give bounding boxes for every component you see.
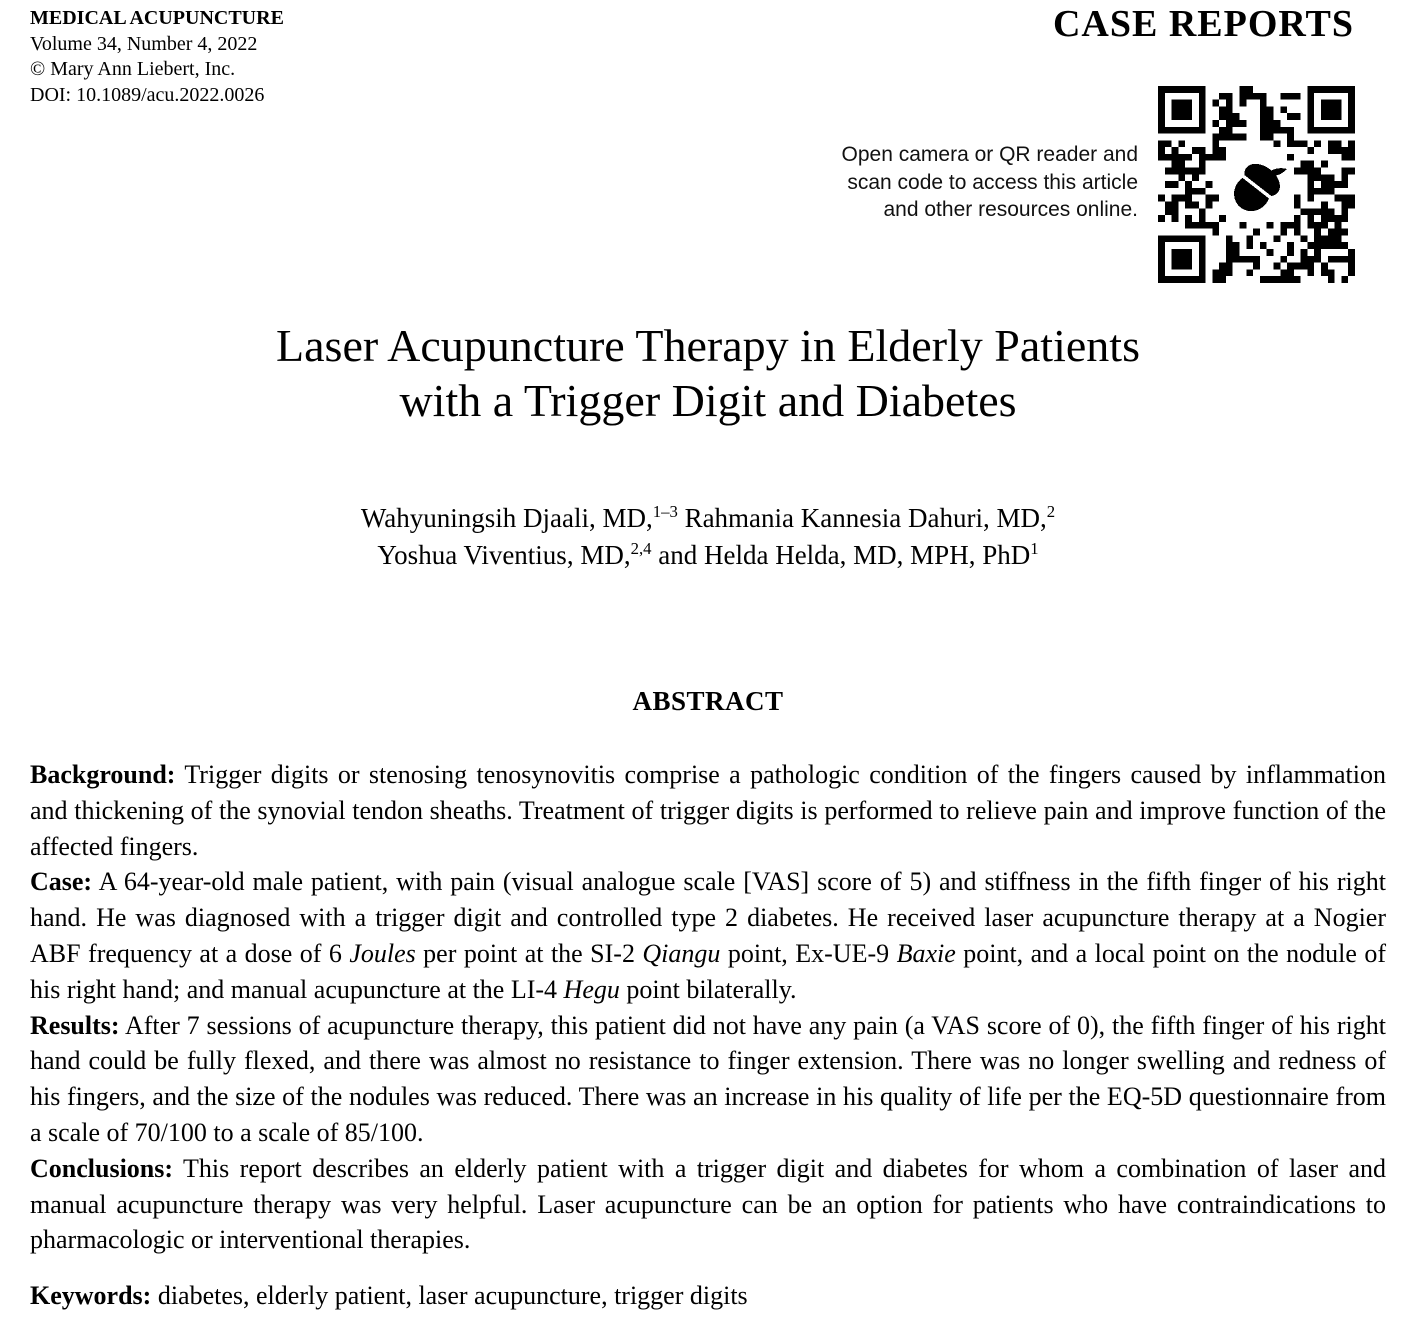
- abstract-body: [30, 757, 1386, 1258]
- author-list: [0, 500, 1416, 574]
- section-banner: CASE REPORTS: [1052, 3, 1354, 45]
- qr-caption-line: and other resources online.: [883, 198, 1138, 221]
- keywords-line: Keywords: diabetes, elderly patient, laser acupuncture, trigger digits: [30, 1281, 748, 1310]
- title-line-1: Laser Acupuncture Therapy in Elderly Patients: [276, 320, 1140, 371]
- authors-line-1: Wahyuningsih Djaali, MD,$^{1-3}$ Rahmania Kannesia Dahuri, MD,$^2$: [360, 502, 1056, 533]
- qr-caption: [842, 141, 1138, 224]
- authors-line-2: Yoshua Viventius, MD,$^{2,4}$ and Helda Helda, MD, MPH, PhD$^1$: [377, 539, 1039, 570]
- abstract-heading: ABSTRACT: [632, 686, 784, 716]
- paragraph-case: Case: A 64-year-old male patient, with pain (visual analogue scale [VAS] score of 5) and stiffness in the fifth finger of his right hand. He was diagnosed with a trigger digit and controlled type 2 diabetes. He received laser acupuncture therapy at a Nogier ABF frequency at a dose of 6 Joules per point at the SI-2 Qiangu point, Ex-UE-9 Baxie point, and a local point on the nodule of his right hand; and manual acupuncture at the LI-4 Hegu point bilaterally.: [30, 867, 1387, 1004]
- article-title: [0, 318, 1416, 428]
- title-line-2: with a Trigger Digit and Diabetes: [399, 375, 1017, 426]
- journal-volume-line: Volume 34, Number 4, 2022: [30, 32, 258, 55]
- journal-copyright-line: © Mary Ann Liebert, Inc.: [30, 58, 236, 80]
- qr-code: [1158, 86, 1355, 283]
- masthead: [30, 6, 284, 108]
- paragraph-background: Background: Trigger digits or stenosing tenosynovitis comprise a pathologic condition of the fingers caused by inflammation and thickening of the synovial tendon sheaths. Treatment of trigger digits is performed to relieve pain and improve function of the affected fingers.: [30, 760, 1386, 861]
- journal-doi-line: DOI: 10.1089/acu.2022.0026: [30, 83, 265, 106]
- qr-caption-line: scan code to access this article: [847, 170, 1138, 194]
- paragraph-conclusions: Conclusions: This report describes an elderly patient with a trigger digit and diabetes for whom a combination of laser and manual acupuncture therapy was very helpful. Laser acupuncture can be an option for patients who have contraindications to pharmacologic or interventional therapies.: [30, 1153, 1386, 1255]
- paragraph-results: Results: After 7 sessions of acupuncture therapy, this patient did not have any pain (a VAS score of 0), the fifth finger of his right hand could be fully flexed, and there was almost no resistance to finger extension. There was no longer swelling and redness of his fingers, and the size of the nodules was reduced. There was an increase in his quality of life per the EQ-5D questionnaire from a scale of 70/100 to a scale of 85/100.: [30, 1010, 1386, 1147]
- journal-name: MEDICAL ACUPUNCTURE: [30, 7, 284, 29]
- qr-caption-line: Open camera or QR reader and: [841, 143, 1138, 166]
